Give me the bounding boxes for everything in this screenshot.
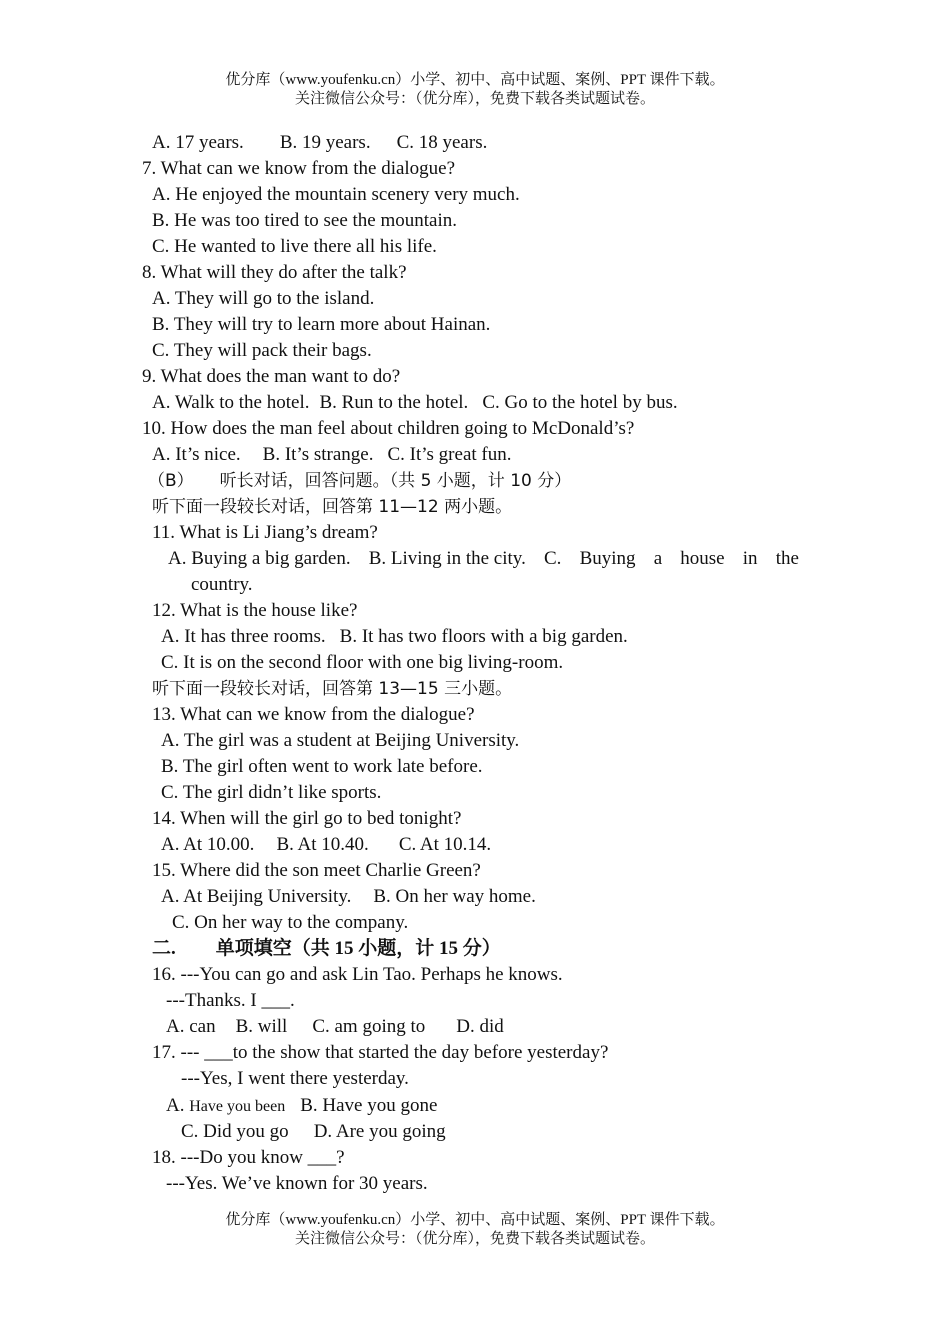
q11-stem: 11. What is Li Jiang’s dream? bbox=[152, 522, 378, 543]
section-b-label: （B） bbox=[148, 471, 194, 491]
q17-option-a-text: Have you been bbox=[189, 1098, 286, 1115]
q11-option-c-word-4: house bbox=[680, 548, 725, 569]
q16-reply: ---Thanks. I ___. bbox=[166, 990, 295, 1011]
q17-stem: 17. --- ___to the show that started the day before yesterday? bbox=[152, 1042, 609, 1063]
header-line-2: 关注微信公众号：（优分库），免费下载各类试题试卷。 bbox=[294, 91, 655, 107]
q11-option-a: A. Buying a big garden. bbox=[168, 548, 351, 569]
q11-option-c-word-3: a bbox=[653, 548, 663, 569]
q11-option-c-word-1: C. bbox=[543, 548, 562, 569]
q6-option-c: C. 18 years. bbox=[396, 132, 488, 153]
q11-option-c-word-5: in bbox=[742, 548, 758, 569]
q8-stem: 8. What will they do after the talk? bbox=[142, 262, 407, 283]
q17-option-b: B. Have you gone bbox=[300, 1095, 438, 1116]
q16-option-c: C. am going to bbox=[312, 1016, 426, 1037]
q17-reply: ---Yes, I went there yesterday. bbox=[181, 1068, 409, 1089]
section-b-intro-2: 听下面一段较长对话，回答第 13—15 三小题。 bbox=[152, 679, 513, 699]
q9-options bbox=[152, 390, 678, 416]
q17-option-c: C. Did you go bbox=[181, 1121, 289, 1142]
q11-option-c-word-2: Buying bbox=[579, 548, 636, 569]
q15-option-a: A. At Beijing University. bbox=[161, 886, 352, 907]
q16-option-b: B. will bbox=[235, 1016, 288, 1037]
q14-options bbox=[161, 832, 491, 858]
page-footer bbox=[0, 1211, 950, 1249]
section-2-title: 单项填空（共 15 小题，计 15 分） bbox=[215, 938, 501, 959]
q7-option-a: A. He enjoyed the mountain scenery very much. bbox=[152, 184, 520, 205]
q9-option-c: C. Go to the hotel by bus. bbox=[482, 392, 678, 413]
q13-option-a: A. The girl was a student at Beijing University. bbox=[161, 730, 520, 751]
q12-stem: 12. What is the house like? bbox=[152, 600, 358, 621]
q8-option-b: B. They will try to learn more about Hainan. bbox=[152, 314, 491, 335]
q14-option-b: B. At 10.40. bbox=[276, 834, 369, 855]
q17-option-a-letter: A. bbox=[166, 1095, 185, 1116]
q15-option-b: B. On her way home. bbox=[373, 886, 536, 907]
q11-options bbox=[168, 546, 799, 572]
footer-line-1: 优分库（www.youfenku.cn）小学、初中、高中试题、案例、PPT 课件下载。 bbox=[225, 1212, 725, 1228]
q11-option-b: B. Living in the city. bbox=[368, 548, 526, 569]
q16-option-a: A. can bbox=[166, 1016, 216, 1037]
section-2-label: 二. bbox=[152, 938, 176, 959]
q10-option-a: A. It’s nice. bbox=[152, 444, 241, 465]
section-b-heading bbox=[148, 468, 571, 494]
header-line-1: 优分库（www.youfenku.cn）小学、初中、高中试题、案例、PPT 课件下载。 bbox=[225, 72, 725, 88]
footer-line-2: 关注微信公众号：（优分库），免费下载各类试题试卷。 bbox=[294, 1231, 655, 1247]
q13-stem: 13. What can we know from the dialogue? bbox=[152, 704, 475, 725]
q9-stem: 9. What does the man want to do? bbox=[142, 366, 401, 387]
q10-stem: 10. How does the man feel about children going to McDonald’s? bbox=[142, 418, 635, 439]
section-b-title: 听长对话，回答问题。（共 5 小题，计 10 分） bbox=[219, 471, 572, 491]
q14-stem: 14. When will the girl go to bed tonight? bbox=[152, 808, 462, 829]
q17-options-ab bbox=[166, 1093, 437, 1120]
q14-option-c: C. At 10.14. bbox=[398, 834, 492, 855]
q12-options-ab bbox=[161, 624, 628, 650]
q16-stem: 16. ---You can go and ask Lin Tao. Perhaps he knows. bbox=[152, 964, 563, 985]
q13-option-c: C. The girl didn’t like sports. bbox=[161, 782, 382, 803]
q18-reply: ---Yes. We’ve known for 30 years. bbox=[166, 1173, 428, 1194]
q7-stem: 7. What can we know from the dialogue? bbox=[142, 158, 456, 179]
q9-option-a: A. Walk to the hotel. bbox=[152, 392, 310, 413]
q8-option-a: A. They will go to the island. bbox=[152, 288, 375, 309]
q15-option-c: C. On her way to the company. bbox=[172, 912, 409, 933]
q16-options bbox=[166, 1014, 504, 1040]
section-2-heading bbox=[152, 936, 501, 962]
section-b-intro-1: 听下面一段较长对话，回答第 11—12 两小题。 bbox=[152, 497, 513, 517]
q9-option-b: B. Run to the hotel. bbox=[319, 392, 469, 413]
page-header bbox=[0, 71, 950, 109]
q12-option-a: A. It has three rooms. bbox=[161, 626, 326, 647]
q7-option-c: C. He wanted to live there all his life. bbox=[152, 236, 437, 257]
q11-option-c-continued: country. bbox=[191, 574, 253, 595]
q12-option-b: B. It has two floors with a big garden. bbox=[339, 626, 628, 647]
q15-stem: 15. Where did the son meet Charlie Green? bbox=[152, 860, 481, 881]
q6-option-a: A. 17 years. bbox=[152, 132, 244, 153]
q6-options bbox=[152, 130, 487, 156]
q7-option-b: B. He was too tired to see the mountain. bbox=[152, 210, 457, 231]
q17-options-cd bbox=[181, 1119, 446, 1145]
q17-option-d: D. Are you going bbox=[313, 1121, 446, 1142]
q12-option-c: C. It is on the second floor with one big living-room. bbox=[161, 652, 564, 673]
q6-option-b: B. 19 years. bbox=[279, 132, 371, 153]
q16-option-d: D. did bbox=[456, 1016, 504, 1037]
q10-option-b: B. It’s strange. bbox=[262, 444, 374, 465]
q10-options bbox=[152, 442, 512, 468]
q11-option-c-word-6: the bbox=[775, 548, 799, 569]
q13-option-b: B. The girl often went to work late before. bbox=[161, 756, 483, 777]
q18-stem: 18. ---Do you know ___? bbox=[152, 1147, 345, 1168]
q15-options-ab bbox=[161, 884, 536, 910]
q14-option-a: A. At 10.00. bbox=[161, 834, 255, 855]
q10-option-c: C. It’s great fun. bbox=[387, 444, 512, 465]
q8-option-c: C. They will pack their bags. bbox=[152, 340, 372, 361]
